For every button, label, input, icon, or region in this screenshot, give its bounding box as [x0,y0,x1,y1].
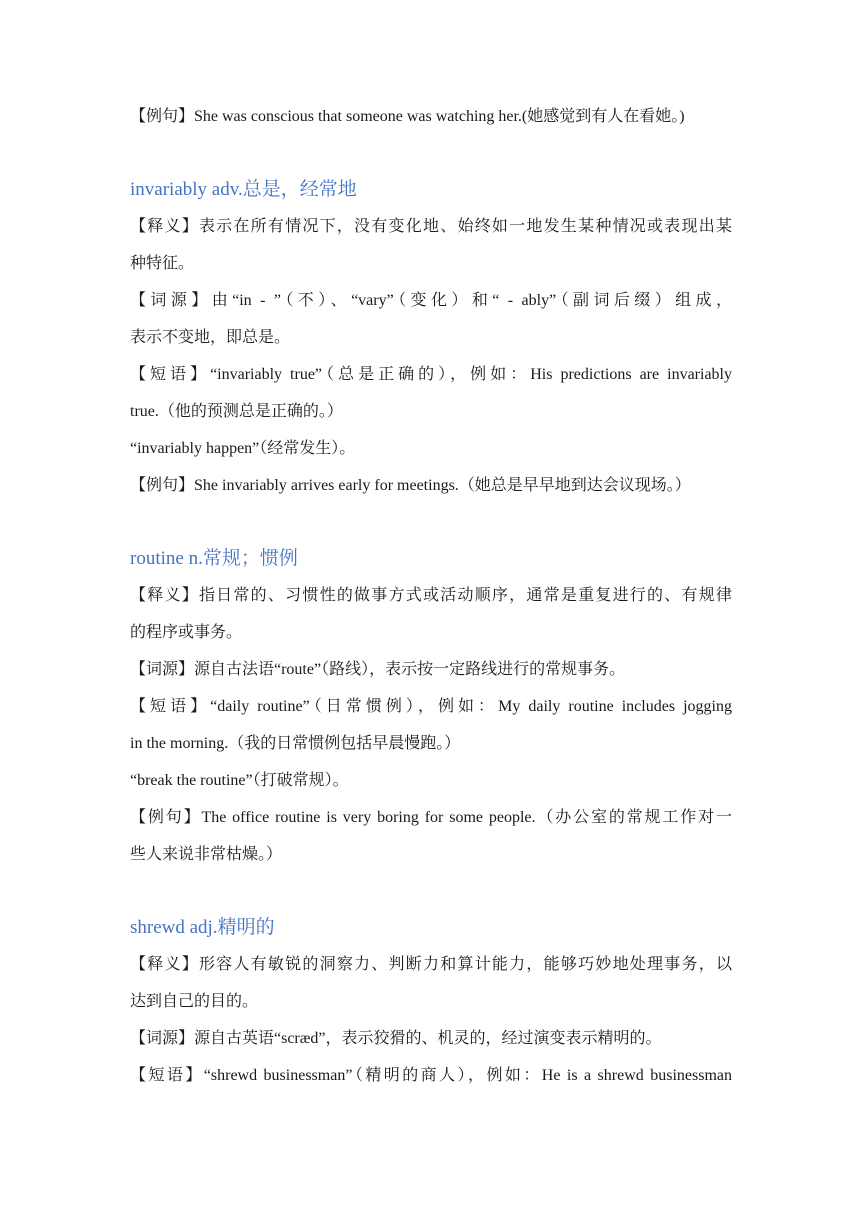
etymology-line: 表示不变地，即总是。 [130,329,291,346]
phrase-line: “break the routine”（打破常规）。 [130,772,349,789]
phrase-line: true.（他的预测总是正确的。） [130,403,343,420]
phrase-line: “invariably happen”（经常发生）。 [130,440,356,457]
etymology-line: 【词源】源自古英语“scræd”，表示狡猾的、机灵的，经过演变表示精明的。 [130,1030,662,1047]
example-sentence: 【例句】She invariably arrives early for meetings.（她总是早早地到达会议现场。） [130,477,691,494]
definition-line: 【释义】指日常的、习惯性的做事方式或活动顺序，通常是重复进行的、有规律 [130,587,732,604]
example-sentence: 【例句】She was conscious that someone was watching her.(她感觉到有人在看她。) [130,108,685,125]
definition-line: 的程序或事务。 [130,624,243,641]
definition-line: 种特征。 [130,255,195,272]
etymology-line: 【词源】源自古法语“route”（路线），表示按一定路线进行的常规事务。 [130,661,626,678]
definition-line: 【释义】形容人有敏锐的洞察力、判断力和算计能力，能够巧妙地处理事务，以 [130,956,732,973]
word-heading: routine n.常规；惯例 [130,548,298,569]
phrase-line: in the morning.（我的日常惯例包括早晨慢跑。） [130,735,461,752]
definition-line: 【释义】表示在所有情况下，没有变化地、始终如一地发生某种情况或表现出某 [130,218,732,235]
word-heading: invariably adv.总是，经常地 [130,179,357,200]
document-content [130,98,732,1094]
etymology-line: 【词源】由“in - ”（不）、“vary”（变化）和“ - ably”（副词后缀）组成， [130,292,732,309]
example-sentence: 【例句】The office routine is very boring for some people.（办公室的常规工作对一 [130,809,732,826]
phrase-line: 【短语】“invariably true”（总是正确的），例如：His predictions are invariably [130,366,732,383]
word-heading: shrewd adj.精明的 [130,917,275,938]
definition-line: 达到自己的目的。 [130,993,259,1010]
phrase-line: 【短语】“shrewd businessman”（精明的商人），例如：He is a shrewd businessman [130,1067,732,1084]
phrase-line: 【短语】“daily routine”（日常惯例），例如：My daily routine includes jogging [130,698,732,715]
example-sentence: 些人来说非常枯燥。） [130,846,283,863]
